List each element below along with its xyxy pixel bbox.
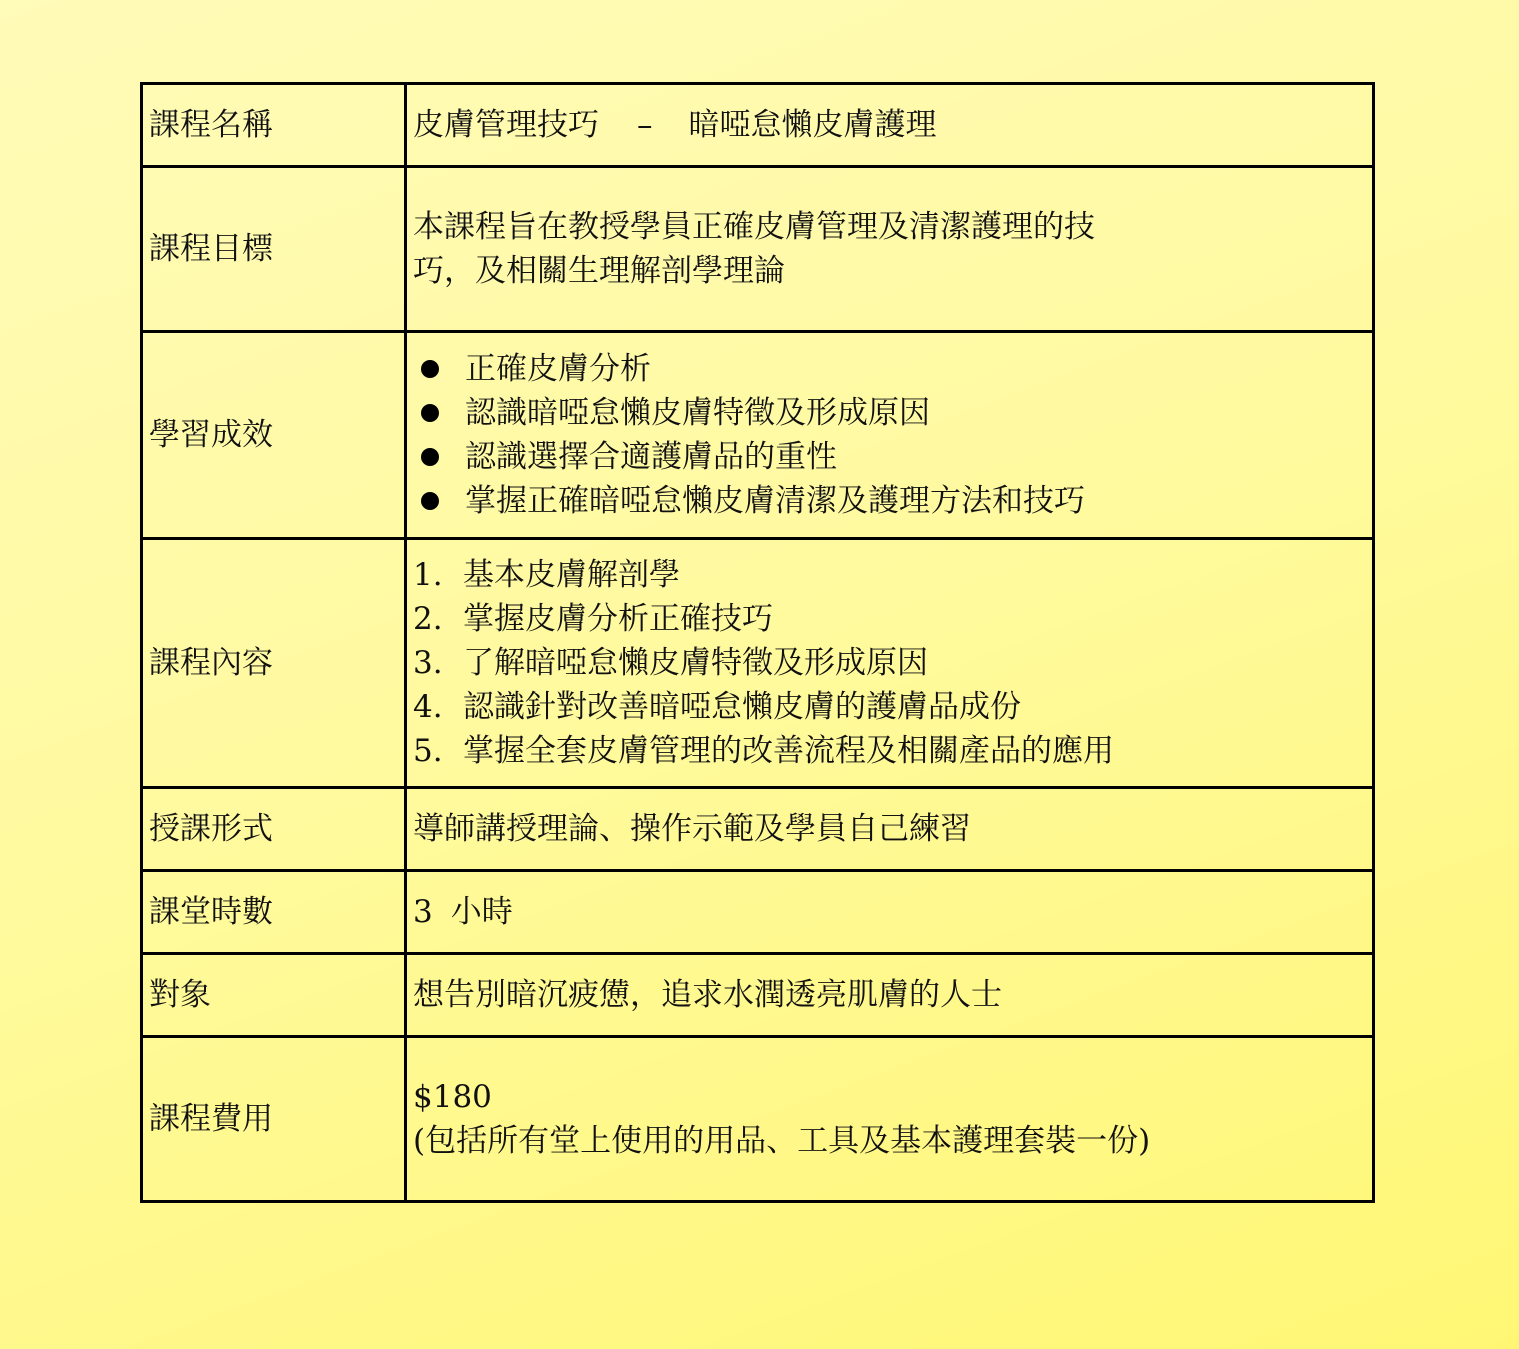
class-hours-value (406, 871, 1374, 954)
course-content-label: 課程內容 (142, 539, 406, 788)
item-text: 認識針對改善暗啞怠懶皮膚的護膚品成份 (463, 689, 1021, 725)
item-number: 2. (413, 601, 443, 637)
item-text: 掌握全套皮膚管理的改善流程及相關產品的應用 (463, 733, 1114, 769)
class-hours-label: 課堂時數 (142, 871, 406, 954)
hours-unit: 小時 (450, 894, 513, 930)
course-title-main: 皮膚管理技巧 (413, 107, 599, 143)
target-audience-value: 想告別暗沉疲憊，追求水潤透亮肌膚的人士 (406, 954, 1374, 1037)
content-list (413, 553, 1366, 773)
course-name-value (406, 84, 1374, 167)
hours-number: 3 (413, 894, 433, 930)
outcome-text: 掌握正確暗啞怠懶皮膚清潔及護理方法和技巧 (465, 483, 1085, 519)
course-fee-value (406, 1037, 1374, 1202)
list-item (417, 435, 1366, 479)
table-row (142, 788, 1374, 871)
course-goal-line: 本課程旨在教授學員正確皮膚管理及清潔護理的技 (413, 209, 1095, 245)
course-title-separator: – (637, 107, 653, 143)
target-audience-label: 對象 (142, 954, 406, 1037)
table-row (142, 1037, 1374, 1202)
outcome-list (413, 347, 1366, 523)
outcome-text: 認識暗啞怠懶皮膚特徵及形成原因 (465, 395, 930, 431)
list-item (413, 553, 1366, 597)
table-row (142, 167, 1374, 332)
list-item (413, 641, 1366, 685)
fee-note: (包括所有堂上使用的用品、工具及基本護理套裝一份) (413, 1123, 1151, 1159)
fee-price: $180 (413, 1079, 492, 1115)
list-item (417, 391, 1366, 435)
course-name-label: 課程名稱 (142, 84, 406, 167)
teaching-format-label: 授課形式 (142, 788, 406, 871)
learning-outcome-value (406, 332, 1374, 539)
item-number: 5. (413, 733, 443, 769)
course-goal-label: 課程目標 (142, 167, 406, 332)
list-item (417, 347, 1366, 391)
table-row (142, 871, 1374, 954)
bullet-icon (421, 448, 439, 466)
item-number: 1. (413, 557, 443, 593)
course-fee-label: 課程費用 (142, 1037, 406, 1202)
item-number: 3. (413, 645, 443, 681)
learning-outcome-label: 學習成效 (142, 332, 406, 539)
item-text: 基本皮膚解剖學 (463, 557, 680, 593)
course-goal-value (406, 167, 1374, 332)
item-number: 4. (413, 689, 443, 725)
course-content-value (406, 539, 1374, 788)
outcome-text: 正確皮膚分析 (465, 351, 651, 387)
table-row (142, 84, 1374, 167)
table-row (142, 539, 1374, 788)
list-item (413, 597, 1366, 641)
course-title-sub: 暗啞怠懶皮膚護理 (688, 107, 937, 143)
table-row (142, 954, 1374, 1037)
list-item (413, 685, 1366, 729)
course-info-table (140, 82, 1375, 1203)
bullet-icon (421, 360, 439, 378)
bullet-icon (421, 404, 439, 422)
item-text: 了解暗啞怠懶皮膚特徵及形成原因 (463, 645, 928, 681)
outcome-text: 認識選擇合適護膚品的重性 (465, 439, 837, 475)
list-item (413, 729, 1366, 773)
teaching-format-value: 導師講授理論、操作示範及學員自己練習 (406, 788, 1374, 871)
bullet-icon (421, 492, 439, 510)
table-row (142, 332, 1374, 539)
list-item (417, 479, 1366, 523)
item-text: 掌握皮膚分析正確技巧 (463, 601, 773, 637)
course-goal-line: 巧，及相關生理解剖學理論 (413, 253, 785, 289)
